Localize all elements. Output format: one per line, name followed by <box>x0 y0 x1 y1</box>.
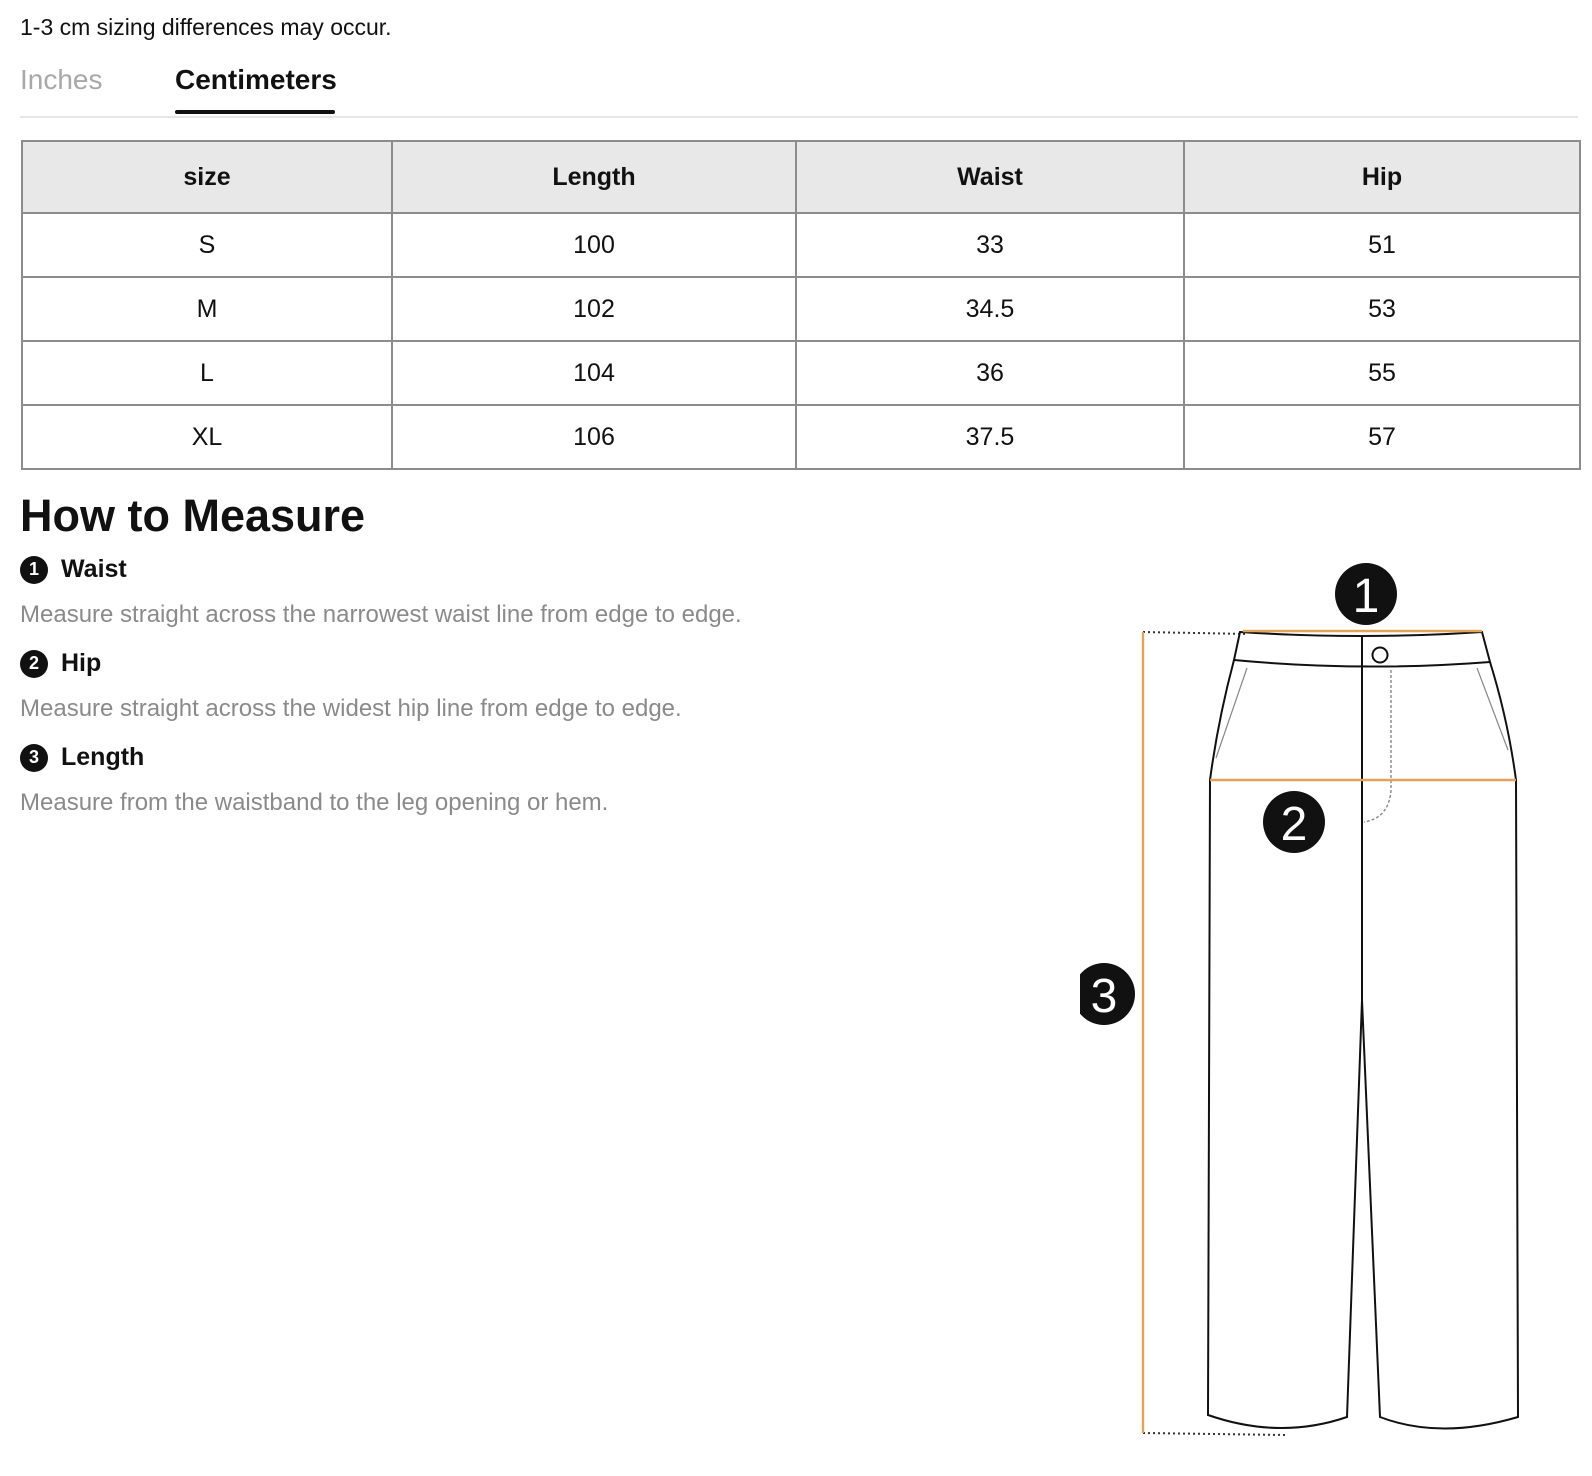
unit-tabs <box>20 62 1578 118</box>
table-row <box>22 341 1580 405</box>
table-cell: 53 <box>1184 277 1580 341</box>
active-tab-indicator <box>175 110 335 114</box>
length-guide-bottom <box>1143 1433 1285 1435</box>
column-header-length: Length <box>392 141 796 213</box>
table-cell: 33 <box>796 213 1184 277</box>
number-badge: 3 <box>20 744 48 772</box>
marker-hip <box>1263 791 1325 853</box>
table-row <box>22 277 1580 341</box>
tab-centimeters[interactable]: Centimeters <box>175 64 337 95</box>
marker-number: 3 <box>1090 970 1118 1023</box>
table-cell: 36 <box>796 341 1184 405</box>
length-guide-top <box>1143 632 1248 634</box>
column-header-hip: Hip <box>1184 141 1580 213</box>
measure-item-description: Measure from the waistband to the leg opening or hem. <box>20 789 609 816</box>
measure-item-label: Waist <box>61 555 127 583</box>
table-cell: 104 <box>392 341 796 405</box>
marker-length <box>1080 963 1135 1025</box>
table-cell: 106 <box>392 405 796 469</box>
table-cell: 37.5 <box>796 405 1184 469</box>
number-badge: 2 <box>20 650 48 678</box>
measure-lines <box>1143 631 1516 1433</box>
table-cell: S <box>22 213 392 277</box>
measure-item-hip <box>20 649 682 723</box>
table-cell: XL <box>22 405 392 469</box>
table-cell: 51 <box>1184 213 1580 277</box>
how-to-measure-title: How to Measure <box>20 490 366 541</box>
table-cell: 100 <box>392 213 796 277</box>
sizing-note: 1-3 cm sizing differences may occur. <box>20 14 392 40</box>
marker-number: 1 <box>1352 570 1380 623</box>
pants-diagram <box>1080 560 1560 1450</box>
table-row <box>22 405 1580 469</box>
table-cell: 34.5 <box>796 277 1184 341</box>
measure-item-waist <box>20 555 742 629</box>
table-row <box>22 213 1580 277</box>
table-header-row <box>22 141 1580 213</box>
measure-item-description: Measure straight across the widest hip line from edge to edge. <box>20 695 682 722</box>
table-cell: 55 <box>1184 341 1580 405</box>
table-cell: M <box>22 277 392 341</box>
pants-outline <box>1208 632 1518 1429</box>
marker-number: 2 <box>1280 798 1308 851</box>
column-header-size: size <box>22 141 392 213</box>
pants-stitching <box>1364 670 1391 822</box>
measure-item-length <box>20 743 608 817</box>
size-table <box>21 140 1581 470</box>
number-badge: 1 <box>20 556 48 584</box>
measure-item-description: Measure straight across the narrowest waist line from edge to edge. <box>20 601 742 628</box>
table-cell: 57 <box>1184 405 1580 469</box>
column-header-waist: Waist <box>796 141 1184 213</box>
table-cell: 102 <box>392 277 796 341</box>
table-cell: L <box>22 341 392 405</box>
measure-item-label: Hip <box>61 649 102 677</box>
marker-waist <box>1335 563 1397 625</box>
tab-inches[interactable]: Inches <box>20 64 103 95</box>
measure-item-label: Length <box>61 743 145 771</box>
